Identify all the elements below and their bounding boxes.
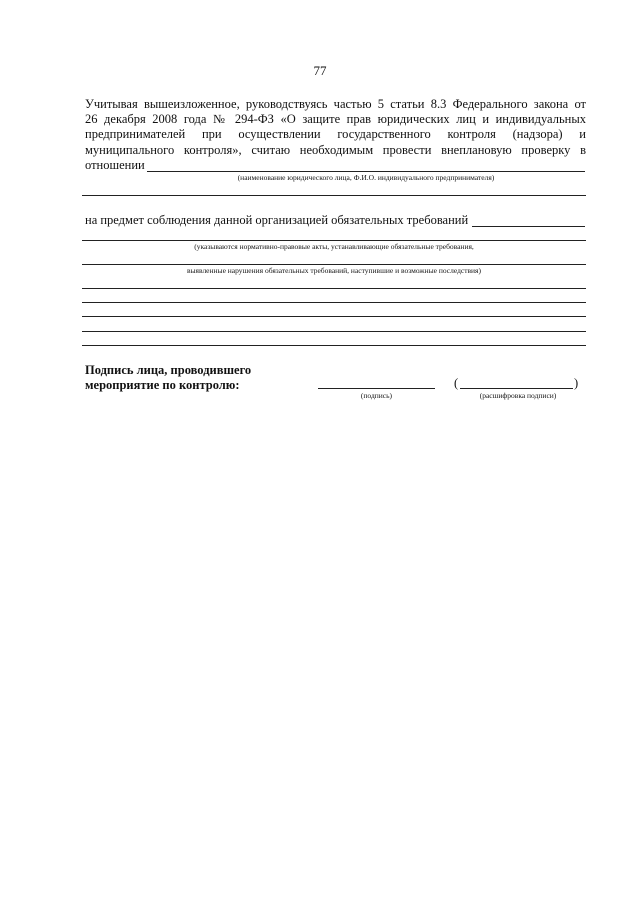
violations-caption: выявленные нарушения обязательных требований, наступившие и возможные последствия) [186, 266, 482, 275]
requirements-line-1[interactable] [82, 240, 586, 241]
blank-line-1[interactable] [82, 288, 586, 289]
blank-line-3[interactable] [82, 316, 586, 317]
blank-line-4[interactable] [82, 331, 586, 332]
requirements-line-2[interactable] [82, 264, 586, 265]
open-paren: ( [454, 376, 459, 390]
paragraph-line-3: предпринимателей при осуществлении государственного контроля (надзора) и [85, 127, 586, 142]
entity-caption: (наименование юридического лица, Ф.И.О. индивидуального предпринимателя) [237, 173, 495, 182]
paragraph-line-4: муниципального контроля», считаю необходимым провести внеплановую проверку в [85, 142, 586, 157]
signature-blank[interactable] [318, 388, 435, 389]
blank-line-5[interactable] [82, 345, 586, 346]
blank-line-2[interactable] [82, 302, 586, 303]
entity-blank-line[interactable] [147, 171, 585, 172]
paragraph-line-5: отношении [85, 157, 145, 172]
intro-paragraph [85, 97, 586, 173]
subject-blank-line[interactable] [472, 226, 585, 227]
page-number: 77 [313, 63, 327, 78]
close-paren: ) [574, 376, 579, 390]
paragraph-line-1: Учитывая вышеизложенное, руководствуясь частью 5 статьи 8.3 Федерального закона от [85, 97, 586, 111]
signature-caption: (подпись) [360, 391, 393, 400]
decoding-caption: (расшифровка подписи) [479, 391, 557, 400]
signature-label-2: мероприятие по контролю: [85, 378, 240, 392]
paragraph-line-2: 26 декабря 2008 года № 294-ФЗ «О защите прав юридических лиц и индивидуальных [85, 112, 586, 127]
requirements-caption: (указываются нормативно-правовые акты, устанавливающие обязательные требования, [194, 242, 474, 251]
signature-label-1: Подпись лица, проводившего [85, 363, 252, 377]
decoding-blank[interactable] [460, 388, 573, 389]
subject-line: на предмет соблюдения данной организацией обязательных требований [85, 213, 469, 227]
entity-blank-line-2[interactable] [82, 195, 586, 196]
